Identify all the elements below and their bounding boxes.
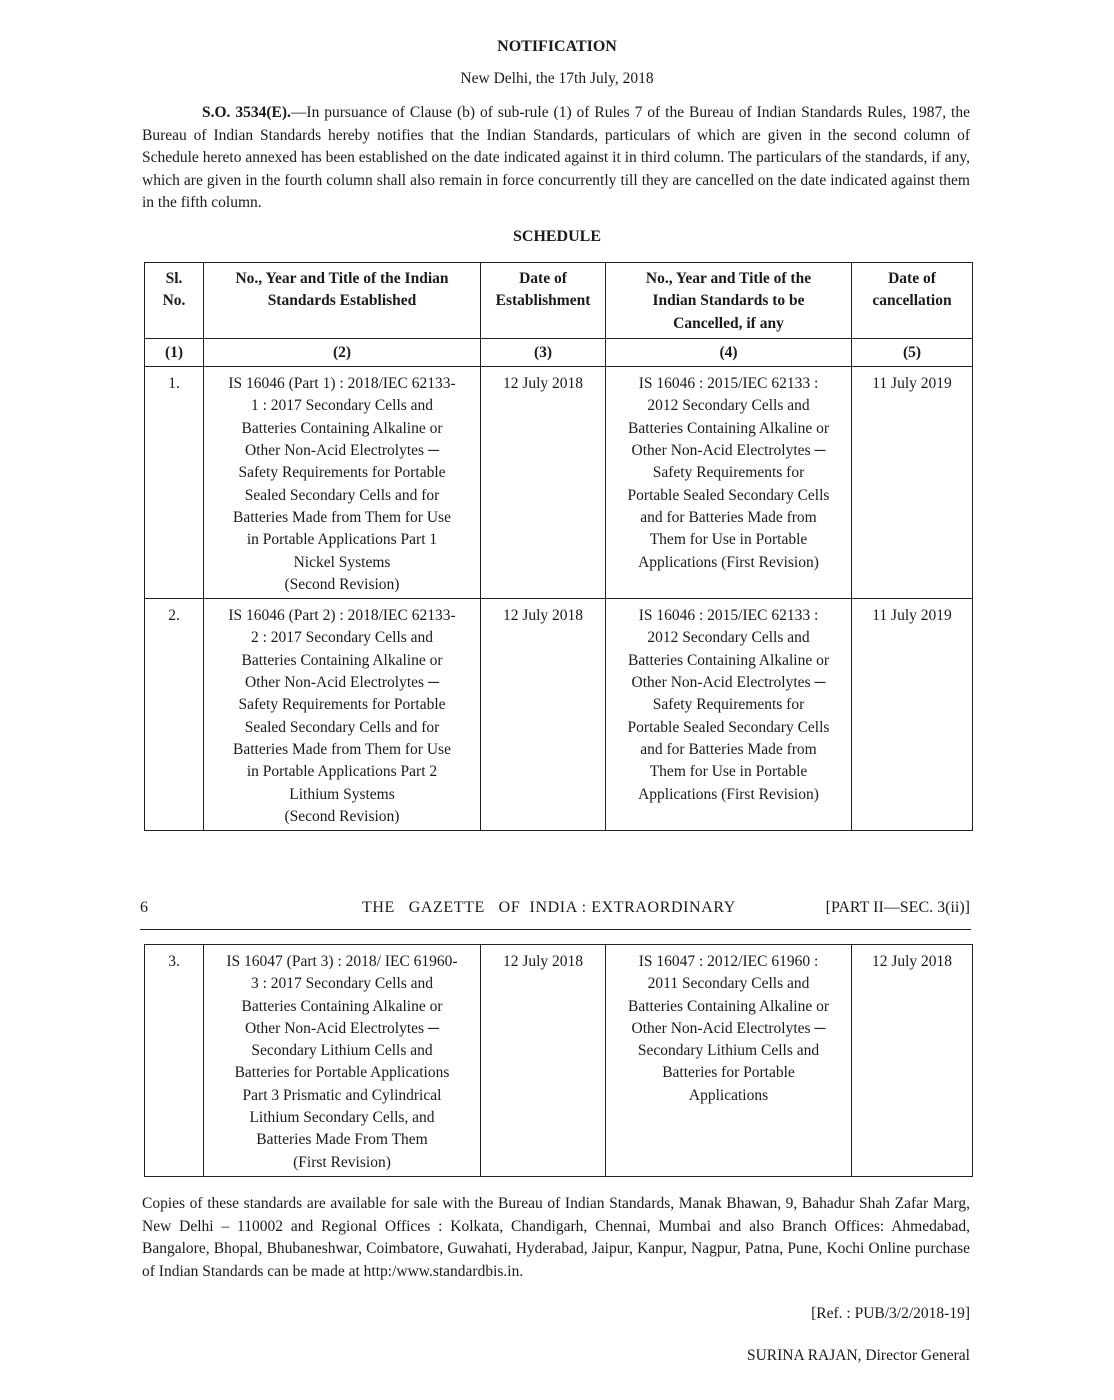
notification-text: —In pursuance of Clause (b) of sub-rule (1) of Rules 7 of the Bureau of Indian Standards Rules, 1987, the Bureau of Indian Standards hereby notifies that the Indian Standards, particulars of which are given in the second column of Schedule hereto annexed has been established on the date indicated against it in third column. The particulars of the standards, if any, which are given in the fourth column shall also remain in force concurrently till they are cancelled on the date indicated against them in the fifth column. bbox=[142, 104, 970, 211]
signature-line bbox=[747, 1347, 970, 1365]
cell-date-established: 12 July 2018 bbox=[481, 945, 606, 1177]
cell-sl-no: 3. bbox=[145, 945, 204, 1177]
notification-title: NOTIFICATION bbox=[497, 38, 617, 55]
cell-sl-no: 1. bbox=[145, 367, 204, 599]
cell-date-cancelled: 12 July 2018 bbox=[852, 945, 973, 1177]
header-date-cancelled: Date of cancellation bbox=[852, 263, 973, 339]
cell-sl-no: 2. bbox=[145, 599, 204, 831]
column-number: (2) bbox=[204, 338, 481, 366]
table-row bbox=[145, 945, 973, 1177]
cell-date-cancelled: 11 July 2019 bbox=[852, 367, 973, 599]
column-number: (1) bbox=[145, 338, 204, 366]
signatory-title: , Director General bbox=[857, 1347, 970, 1364]
column-number: (4) bbox=[606, 338, 852, 366]
cell-established: IS 16046 (Part 2) : 2018/IEC 62133- 2 : 2017 Secondary Cells and Batteries Containing Alkaline or Other Non-Acid Electrolytes ─ Safety Requirements for Portable Sealed Secondary Cells and for Batteries Made from Them for Use in Portable Applications Part 2 Lithium Systems (Second Revision) bbox=[204, 599, 481, 831]
cell-cancelled: IS 16046 : 2015/IEC 62133 : 2012 Secondary Cells and Batteries Containing Alkaline or Other Non-Acid Electrolytes ─ Safety Requirements for Portable Sealed Secondary Cells and for Batteries Made from Them for Use in Portable Applications (First Revision) bbox=[606, 367, 852, 599]
cell-date-established: 12 July 2018 bbox=[481, 599, 606, 831]
column-number-row bbox=[145, 338, 973, 366]
cell-established: IS 16047 (Part 3) : 2018/ IEC 61960- 3 : 2017 Secondary Cells and Batteries Containing Alkaline or Other Non-Acid Electrolytes ─ Secondary Lithium Cells and Batteries for Portable Applications Part 3 Prismatic and Cylindrical Lithium Secondary Cells, and Batteries Made From Them (First Revision) bbox=[204, 945, 481, 1177]
column-number: (5) bbox=[852, 338, 973, 366]
page-header-rule bbox=[140, 929, 971, 930]
order-number: S.O. 3534(E). bbox=[202, 104, 291, 121]
signatory-name: SURINA RAJAN bbox=[746, 1347, 858, 1364]
dateline: New Delhi, the 17th July, 2018 bbox=[460, 70, 654, 87]
cell-date-cancelled: 11 July 2019 bbox=[852, 599, 973, 831]
schedule-table-continued bbox=[144, 944, 973, 1177]
table-row bbox=[145, 599, 973, 831]
cell-cancelled: IS 16047 : 2012/IEC 61960 : 2011 Secondary Cells and Batteries Containing Alkaline or Other Non-Acid Electrolytes ─ Secondary Lithium Cells and Batteries for Portable Applications bbox=[606, 945, 852, 1177]
table-row bbox=[145, 367, 973, 599]
header-sl-no: Sl. No. bbox=[145, 263, 204, 339]
cell-established: IS 16046 (Part 1) : 2018/IEC 62133- 1 : 2017 Secondary Cells and Batteries Containing Alkaline or Other Non-Acid Electrolytes ─ Safety Requirements for Portable Sealed Secondary Cells and for Batteries Made from Them for Use in Portable Applications Part 1 Nickel Systems (Second Revision) bbox=[204, 367, 481, 599]
gazette-title: THE GAZETTE OF INDIA : EXTRAORDINARY bbox=[362, 899, 736, 916]
page-header bbox=[140, 899, 970, 923]
header-date-established: Date of Establishment bbox=[481, 263, 606, 339]
column-number: (3) bbox=[481, 338, 606, 366]
page-number: 6 bbox=[140, 899, 148, 916]
reference-number: [Ref. : PUB/3/2/2018-19] bbox=[811, 1305, 970, 1322]
header-cancelled: No., Year and Title of the Indian Standards to be Cancelled, if any bbox=[606, 263, 852, 339]
header-established: No., Year and Title of the Indian Standards Established bbox=[204, 263, 481, 339]
cell-date-established: 12 July 2018 bbox=[481, 367, 606, 599]
part-section: [PART II—SEC. 3(ii)] bbox=[825, 899, 970, 916]
availability-note: Copies of these standards are available for sale with the Bureau of Indian Standards, Manak Bhawan, 9, Bahadur Shah Zafar Marg, New Delhi – 110002 and Regional Offices : Kolkata, Chandigarh, Chennai, Mumbai and also Branch Offices: Ahmedabad, Bangalore, Bhopal, Bhubaneshwar, Coimbatore, Guwahati, Hyderabad, Jaipur, Kanpur, Nagpur, Patna, Pune, Kochi Online purchase of Indian Standards can be made at http:/www.standardbis.in. bbox=[142, 1195, 970, 1280]
cell-cancelled: IS 16046 : 2015/IEC 62133 : 2012 Secondary Cells and Batteries Containing Alkaline or Other Non-Acid Electrolytes ─ Safety Requirements for Portable Sealed Secondary Cells and for Batteries Made from Them for Use in Portable Applications (First Revision) bbox=[606, 599, 852, 831]
schedule-table bbox=[144, 262, 973, 831]
notification-body bbox=[142, 102, 970, 215]
schedule-title: SCHEDULE bbox=[512, 228, 602, 245]
table-header-row bbox=[145, 263, 973, 339]
